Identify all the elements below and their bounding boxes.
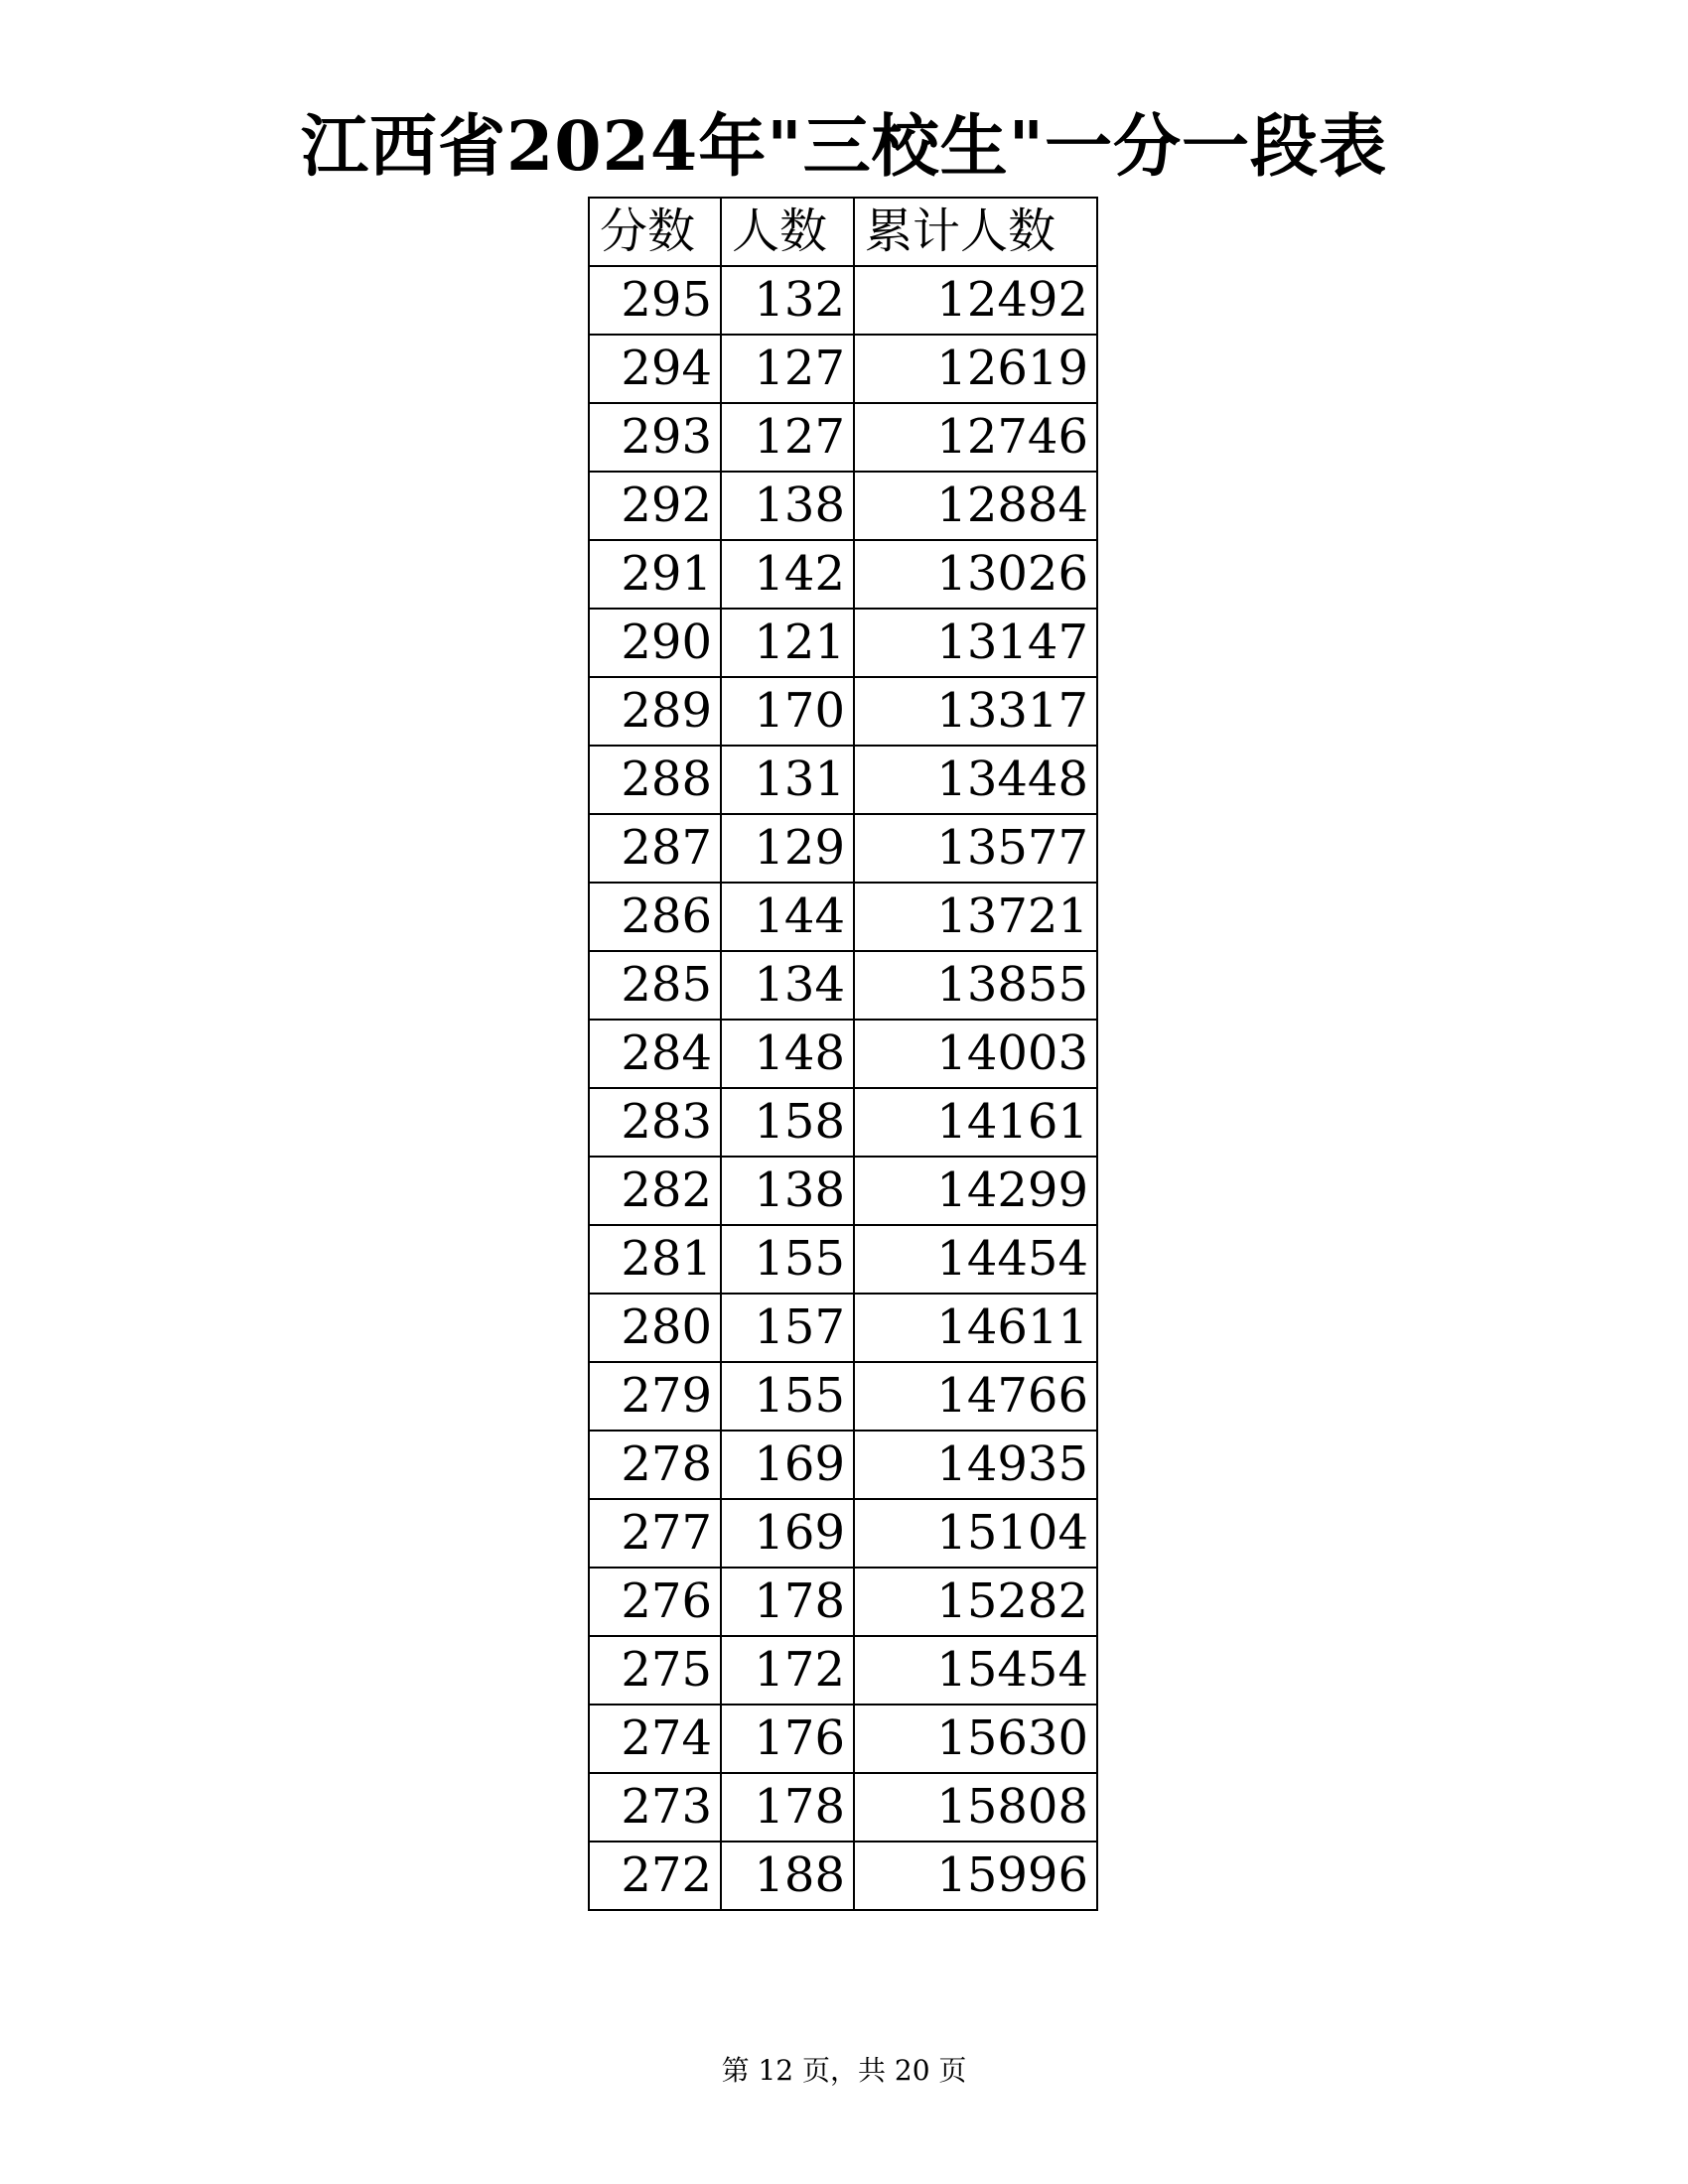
table-row	[589, 1157, 1097, 1225]
table-row	[589, 1225, 1097, 1294]
cell-cumulative: 14299	[854, 1157, 1097, 1225]
cell-count: 155	[721, 1362, 854, 1431]
cell-cumulative: 12619	[854, 335, 1097, 403]
cell-count: 178	[721, 1773, 854, 1842]
header-score: 分数	[589, 198, 721, 266]
cell-cumulative: 13026	[854, 540, 1097, 609]
cell-score: 273	[589, 1773, 721, 1842]
header-cumulative: 累计人数	[854, 198, 1097, 266]
page-title: 江西省2024年"三校生"一分一段表	[300, 107, 1388, 187]
cell-score: 294	[589, 335, 721, 403]
cell-score: 287	[589, 814, 721, 883]
cell-count: 157	[721, 1294, 854, 1362]
cell-count: 127	[721, 335, 854, 403]
score-table	[588, 197, 1098, 1911]
cell-cumulative: 13147	[854, 609, 1097, 677]
cell-cumulative: 15808	[854, 1773, 1097, 1842]
cell-count: 169	[721, 1499, 854, 1568]
cell-score: 272	[589, 1842, 721, 1910]
table-row	[589, 883, 1097, 951]
cell-score: 293	[589, 403, 721, 472]
cell-count: 155	[721, 1225, 854, 1294]
table-row	[589, 1088, 1097, 1157]
cell-count: 188	[721, 1842, 854, 1910]
cell-count: 172	[721, 1636, 854, 1705]
table-row	[589, 1362, 1097, 1431]
cell-count: 142	[721, 540, 854, 609]
table-row	[589, 814, 1097, 883]
cell-count: 131	[721, 746, 854, 814]
cell-count: 121	[721, 609, 854, 677]
table-row	[589, 609, 1097, 677]
cell-cumulative: 14935	[854, 1431, 1097, 1499]
cell-score: 292	[589, 472, 721, 540]
table-row	[589, 1636, 1097, 1705]
cell-cumulative: 14161	[854, 1088, 1097, 1157]
cell-cumulative: 14611	[854, 1294, 1097, 1362]
table-row	[589, 1020, 1097, 1088]
table-row	[589, 1705, 1097, 1773]
table-header-row	[589, 198, 1097, 266]
cell-cumulative: 15996	[854, 1842, 1097, 1910]
cell-cumulative: 12746	[854, 403, 1097, 472]
cell-score: 291	[589, 540, 721, 609]
cell-cumulative: 13317	[854, 677, 1097, 746]
cell-count: 148	[721, 1020, 854, 1088]
cell-score: 290	[589, 609, 721, 677]
cell-score: 282	[589, 1157, 721, 1225]
cell-count: 127	[721, 403, 854, 472]
cell-score: 280	[589, 1294, 721, 1362]
table-row	[589, 951, 1097, 1020]
cell-count: 134	[721, 951, 854, 1020]
cell-score: 276	[589, 1568, 721, 1636]
cell-cumulative: 12884	[854, 472, 1097, 540]
cell-score: 277	[589, 1499, 721, 1568]
cell-score: 275	[589, 1636, 721, 1705]
cell-cumulative: 13448	[854, 746, 1097, 814]
table-row	[589, 1499, 1097, 1568]
cell-score: 283	[589, 1088, 721, 1157]
cell-cumulative: 15104	[854, 1499, 1097, 1568]
cell-count: 176	[721, 1705, 854, 1773]
cell-cumulative: 15630	[854, 1705, 1097, 1773]
cell-score: 279	[589, 1362, 721, 1431]
cell-score: 278	[589, 1431, 721, 1499]
cell-cumulative: 15454	[854, 1636, 1097, 1705]
cell-count: 178	[721, 1568, 854, 1636]
table-row	[589, 1294, 1097, 1362]
page-footer: 第 12 页，共 20 页	[721, 2054, 967, 2087]
cell-cumulative: 13577	[854, 814, 1097, 883]
cell-score: 289	[589, 677, 721, 746]
cell-score: 286	[589, 883, 721, 951]
table-row	[589, 1842, 1097, 1910]
table-row	[589, 266, 1097, 335]
cell-count: 169	[721, 1431, 854, 1499]
cell-count: 158	[721, 1088, 854, 1157]
cell-cumulative: 14766	[854, 1362, 1097, 1431]
cell-score: 281	[589, 1225, 721, 1294]
cell-cumulative: 15282	[854, 1568, 1097, 1636]
cell-cumulative: 14454	[854, 1225, 1097, 1294]
table-row	[589, 1568, 1097, 1636]
cell-score: 274	[589, 1705, 721, 1773]
table-row	[589, 1773, 1097, 1842]
cell-score: 285	[589, 951, 721, 1020]
table-row	[589, 335, 1097, 403]
table-body	[589, 266, 1097, 1910]
table-row	[589, 1431, 1097, 1499]
cell-count: 138	[721, 1157, 854, 1225]
cell-score: 284	[589, 1020, 721, 1088]
table-row	[589, 677, 1097, 746]
table-row	[589, 472, 1097, 540]
cell-cumulative: 13721	[854, 883, 1097, 951]
header-count: 人数	[721, 198, 854, 266]
cell-count: 170	[721, 677, 854, 746]
cell-cumulative: 14003	[854, 1020, 1097, 1088]
cell-count: 132	[721, 266, 854, 335]
cell-score: 288	[589, 746, 721, 814]
table-row	[589, 540, 1097, 609]
cell-cumulative: 12492	[854, 266, 1097, 335]
cell-count: 144	[721, 883, 854, 951]
cell-cumulative: 13855	[854, 951, 1097, 1020]
cell-count: 138	[721, 472, 854, 540]
table-row	[589, 403, 1097, 472]
cell-score: 295	[589, 266, 721, 335]
table-row	[589, 746, 1097, 814]
cell-count: 129	[721, 814, 854, 883]
